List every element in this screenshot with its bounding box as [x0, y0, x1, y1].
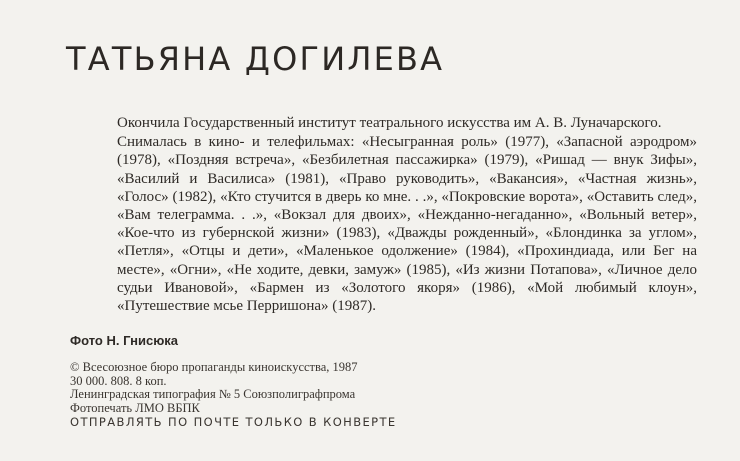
filmography-paragraph: Снималась в кино- и телефильмах: «Несыгранная роль» (1977), «Запасной аэродром» (1978), «Поздняя встреча», «Безбилетная пассажирка» (1979), «Ришад — внук Зифы», «Василий и Василиса» (1981), «Право руководить», «Вакансия», «Частная жизнь», «Голос» (1982), «Кто стучится в дверь ко мне. . .», «Покровские ворота», «Оставить след», «Вам телеграмма. . .», «Вокзал для двоих», «Нежданно-негаданно», «Вольный ветер», «Кое-что из губернской жизни» (1983), «Дважды рожденный», «Блондинка за углом», «Петля», «Отцы и дети», «Маленькое одолжение» (1984), «Прохиндиада, или Бег на месте», «Огни», «Не ходите, девки, замуж» (1985), «Из жизни Потапова», «Личное дело судьи Ивановой», «Бармен из «Золотого якоря» (1986), «Мой любимый клоун», «Путешествие мсье Перришона» (1987).: [117, 134, 697, 315]
photo-credit: Фото Н. Гнисюка: [70, 333, 179, 348]
photo-print-line: Фотопечать ЛМО ВБПК: [70, 401, 200, 416]
mailing-instruction-line: ОТПРАВЛЯТЬ ПО ПОЧТЕ ТОЛЬКО В КОНВЕРТЕ: [70, 414, 397, 429]
print-run-line: 30 000. 808. 8 коп.: [70, 373, 167, 388]
imprint-block: [70, 361, 397, 430]
biography-block: [117, 114, 697, 315]
copyright-line: © Всесоюзное бюро пропаганды киноискусства, 1987: [70, 360, 358, 374]
education-paragraph: Окончила Государственный институт театрального искусства им А. В. Луначарского.: [117, 115, 662, 131]
printing-house-line: Ленинградская типография № 5 Союзполиграфпрома: [70, 387, 356, 402]
actress-name-title: ТАТЬЯНА ДОГИЛЕВА: [66, 40, 445, 78]
